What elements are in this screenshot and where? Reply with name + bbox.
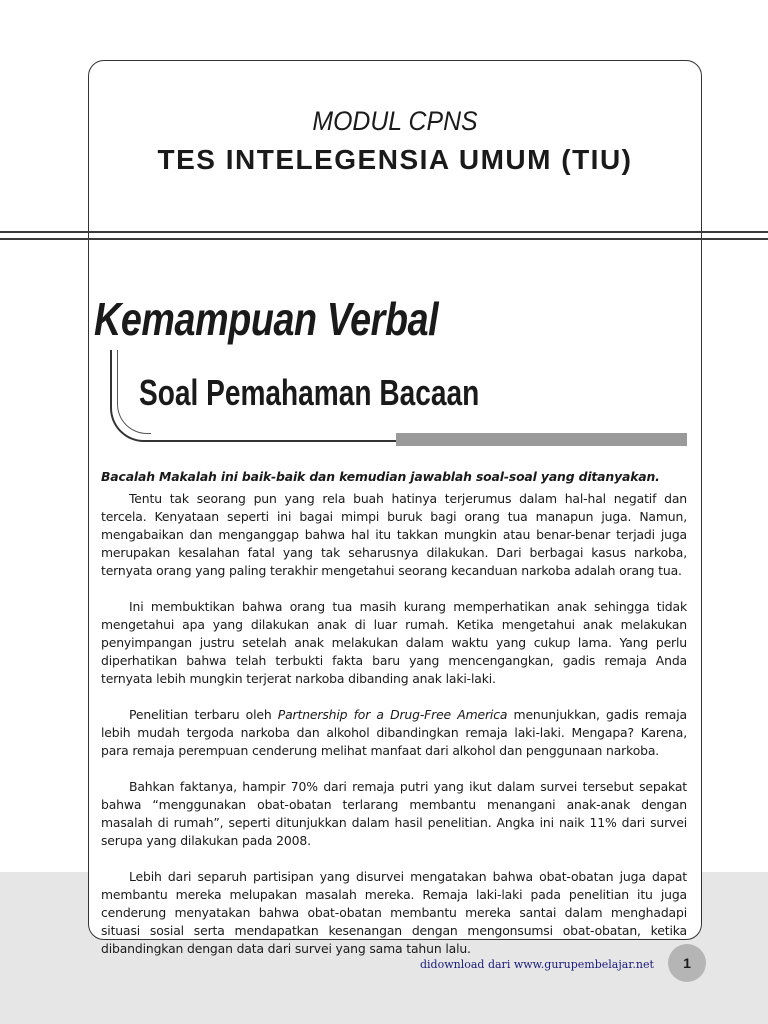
paragraph-3-rest: menunjukkan, gadis remaja lebih mudah tergoda narkoba dan alkohol dibandingkan remaja laki-laki. Mengapa? Karena, para remaja perempuan cenderung melihat manfaat dari alkohol dan penggunaan narkoba. [101,707,687,758]
paragraph-2: Ini membuktikan bahwa orang tua masih kurang memperhatikan anak sehingga tidak mengetahui apa yang dilakukan anak di luar rumah. Ketika mengetahui anak melakukan penyimpangan justru setelah anak melakukan dalam waktu yang cukup lama. Yang perlu diperhatikan bahwa telah terbukti fakta baru yang mencengangkan, gadis remaja Anda ternyata lebih mungkin terjerat narkoba dibanding anak laki-laki. [101,599,687,686]
divider-line-bottom [0,238,768,240]
reading-passage [101,468,687,958]
reading-instruction: Bacalah Makalah ini baik-baik dan kemudian jawablah soal-soal yang ditanyakan. [101,469,660,484]
divider-line-top [0,231,768,233]
page-number-badge: 1 [668,944,706,982]
module-subtitle: TES INTELEGENSIA UMUM (TIU) [157,144,633,175]
module-title: MODUL CPNS [312,106,478,136]
paragraph-5: Lebih dari separuh partisipan yang disurvei mengatakan bahwa obat-obatan juga dapat membantu mereka melupakan masalah mereka. Remaja laki-laki pada penelitian itu juga cenderung menyatakan bahwa obat-obatan membantu mereka santai dalam menghadapi situasi sosial serta mendapatkan kesenangan dengan mengonsumsi obat-obatan, ketika dibandingkan dengan data dari survei yang sama tahun lalu. [101,869,687,956]
paragraph-1: Tentu tak seorang pun yang rela buah hatinya terjerumus dalam hal-hal negatif dan tercela. Kenyataan seperti ini bagai mimpi buruk bagi orang tua manapun juga. Namun, mengabaikan dan menganggap bahwa hal itu takkan mungkin atau benar-benar terjadi juga merupakan kesalahan fatal yang tak seharusnya dilakukan. Dari berbagai kasus narkoba, ternyata orang yang paling terakhir mengetahui seorang kecanduan narkoba adalah orang tua. [101,491,687,578]
decorative-underline [146,440,396,442]
paragraph-4: Bahkan faktanya, hampir 70% dari remaja putri yang ikut dalam survei tersebut sepakat bahwa “menggunakan obat-obatan terlarang membantu menangani anak-anak dengan masalah di rumah”, seperti ditunjukkan dalam hasil penelitian. Angka ini naik 11% dari survei serupa yang dilakukan pada 2008. [101,779,687,848]
organization-name: Partnership for a Drug-Free America [277,707,508,722]
subsection-title: Soal Pemahaman Bacaan [139,372,480,413]
source-link[interactable]: didownload dari www.gurupembelajar.net [420,958,654,971]
decorative-grey-bar [396,433,687,446]
paragraph-3 [101,706,687,760]
section-title: Kemampuan Verbal [94,293,439,345]
header-divider-lines [0,231,768,245]
paragraph-3-lead: Penelitian terbaru oleh [129,707,278,722]
